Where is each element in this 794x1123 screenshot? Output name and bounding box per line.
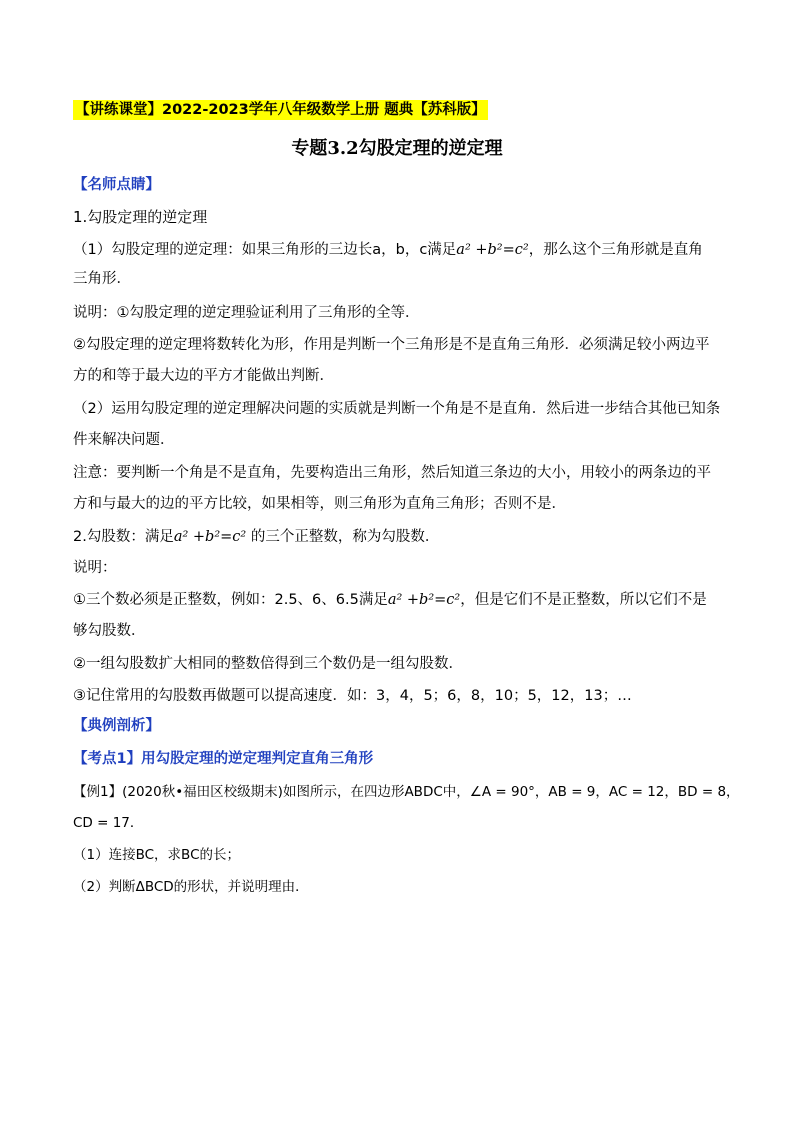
paragraph-line: 件来解决问题． <box>73 432 175 448</box>
paragraph-text: 的三个正整数，称为勾股数． <box>250 529 440 545</box>
header-banner: 【讲练课堂】2022-2023学年八年级数学上册 题典【苏科版】 <box>75 102 486 118</box>
equation: a² +b²=c² <box>456 242 529 258</box>
paragraph-line: 注意：要判断一个角是不是直角，先要构造出三角形，然后知道三条边的大小，用较小的两条边的平 <box>73 465 711 481</box>
section-heading-dianli: 【典例剖析】 <box>73 718 160 734</box>
paragraph-line: 三角形． <box>73 271 131 287</box>
paragraph-line <box>73 590 707 610</box>
paragraph-line: 方的和等于最大边的平方才能做出判断． <box>73 368 334 384</box>
paragraph-text: ①三个数必须是正整数，例如：2.5、6、6.5满足 <box>73 592 388 608</box>
equation: a² +b²=c² <box>173 529 247 545</box>
paragraph-line: 说明： <box>73 560 117 576</box>
kaodian-heading: 【考点1】用勾股定理的逆定理判定直角三角形 <box>73 751 374 767</box>
paragraph-line: ②勾股定理的逆定理将数转化为形，作用是判断一个三角形是不是直角三角形．必须满足较小两边平 <box>73 337 710 353</box>
section-heading-mingshi: 【名师点睛】 <box>73 177 160 193</box>
paragraph-line: ③记住常用的勾股数再做题可以提高速度．如：3，4，5；6，8，10；5，12，13；… <box>73 688 632 704</box>
subheading-theorem: 1.勾股定理的逆定理 <box>73 208 208 226</box>
question-2: （2）判断ΔBCD的形状，并说明理由． <box>73 879 309 895</box>
paragraph-line: 方和与最大的边的平方比较，如果相等，则三角形为直角三角形；否则不是． <box>73 496 566 512</box>
page-title: 专题3.2勾股定理的逆定理 <box>291 138 503 159</box>
paragraph-line: ②一组勾股数扩大相同的整数倍得到三个数仍是一组勾股数． <box>73 656 463 672</box>
paragraph-pythagorean-triples <box>73 527 439 547</box>
example-statement-cont: CD = 17． <box>73 815 144 831</box>
paragraph-line: （2）运用勾股定理的逆定理解决问题的实质就是判断一个角是不是直角．然后进一步结合其他已知条 <box>73 401 721 417</box>
paragraph-line: 够勾股数． <box>73 623 146 639</box>
paragraph-line: 说明：①勾股定理的逆定理验证利用了三角形的全等． <box>73 305 420 321</box>
equation: a² +b²=c² <box>387 592 461 608</box>
example-statement: 【例1】(2020秋•福田区校级期末)如图所示，在四边形ABDC中，∠A = 90°，AB = 9，AC = 12，BD = 8， <box>73 784 740 800</box>
paragraph-text: ，那么这个三角形就是直角 <box>528 242 703 258</box>
paragraph-text: 2.勾股数：满足 <box>73 529 174 545</box>
paragraph-text: （1）勾股定理的逆定理：如果三角形的三边长a，b，c满足 <box>73 242 457 258</box>
paragraph-text: ，但是它们不是正整数，所以它们不是 <box>460 592 707 608</box>
question-1: （1）连接BC，求BC的长； <box>73 847 240 863</box>
paragraph-theorem <box>73 240 703 260</box>
